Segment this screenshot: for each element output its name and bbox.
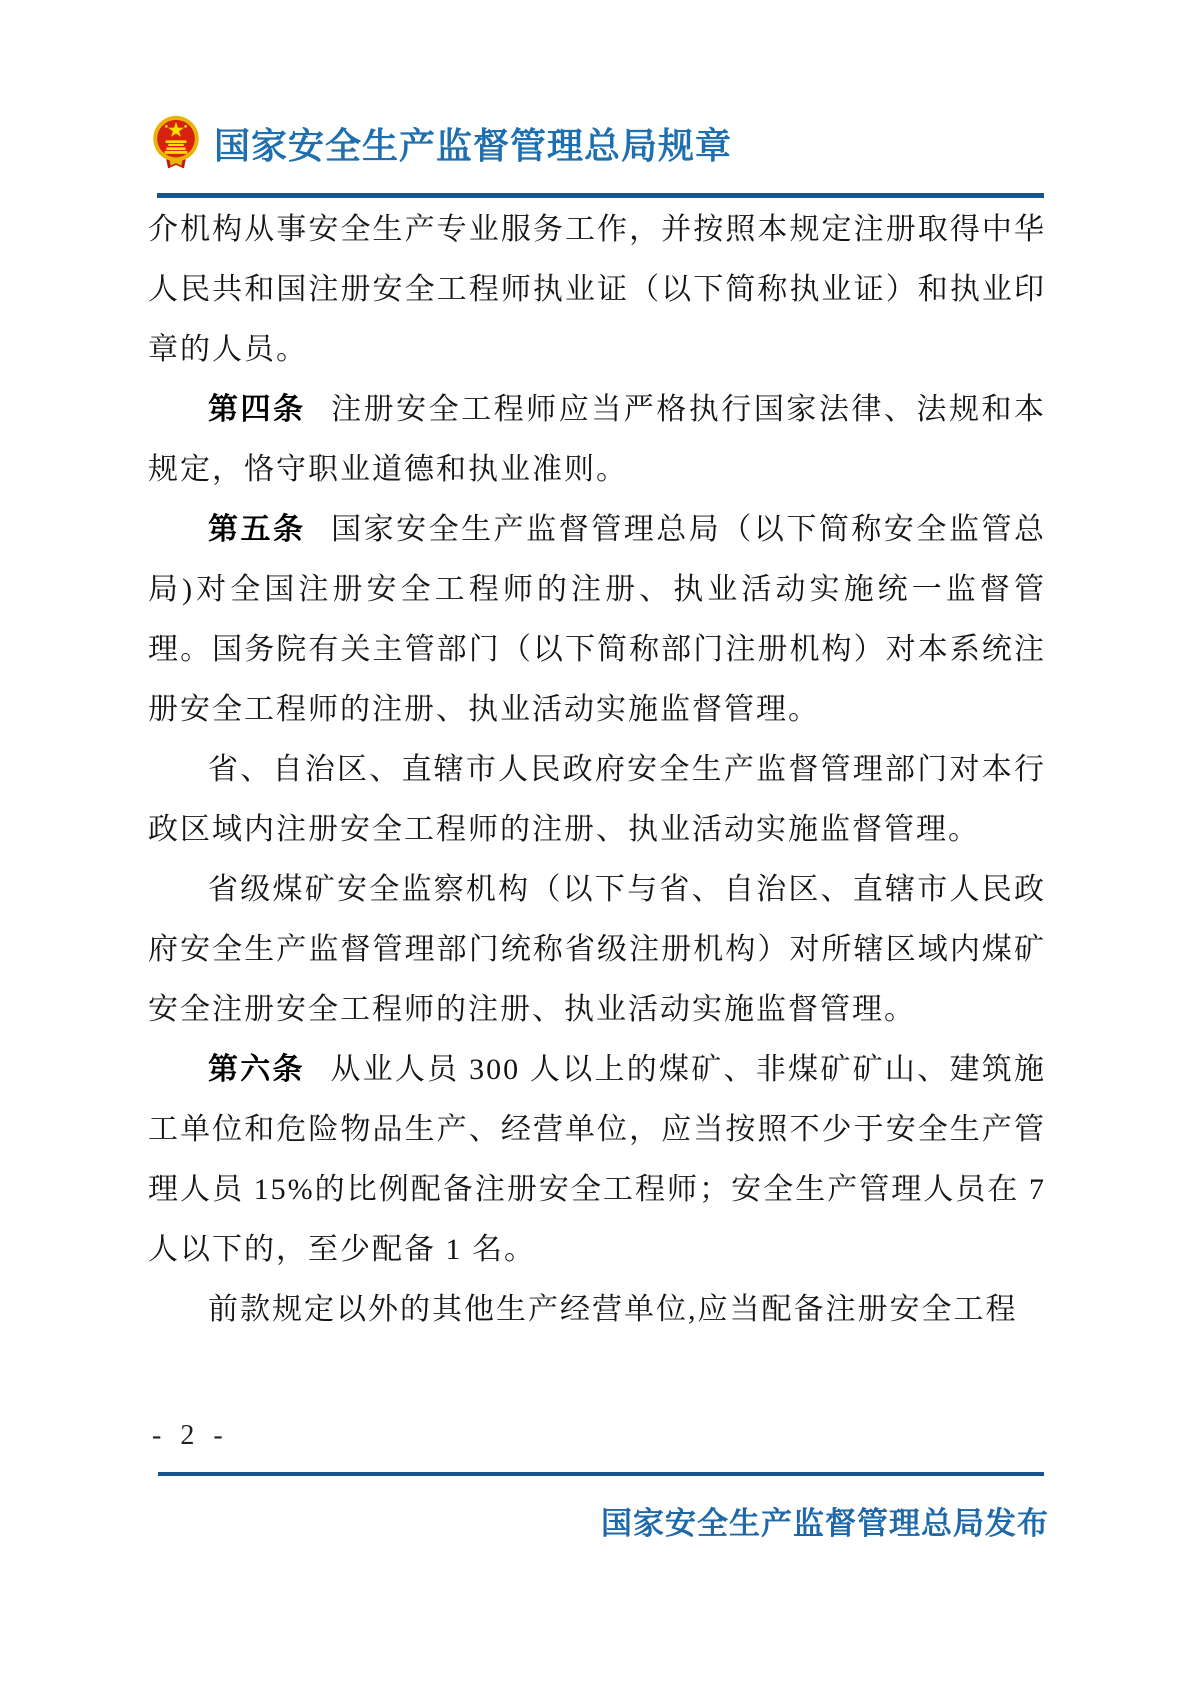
document-body [148,200,1046,1340]
publisher-label: 国家安全生产监督管理总局发布 [601,1506,1049,1541]
footer-divider [158,1472,1044,1476]
body-paragraph: 介机构从事安全生产专业服务工作，并按照本规定注册取得中华人民共和国注册安全工程师执业证（以下简称执业证）和执业印章的人员。 [148,213,1046,366]
body-paragraph: 前款规定以外的其他生产经营单位,应当配备注册安全工程 [208,1293,1018,1326]
page-title: 国家安全生产监督管理总局规章 [214,124,733,166]
header-divider [157,193,1044,198]
china-national-emblem-icon [148,114,204,172]
body-paragraph: 省、自治区、直辖市人民政府安全生产监督管理部门对本行政区域内注册安全工程师的注册、执业活动实施监督管理。 [148,753,1046,846]
page-number: - 2 - [152,1420,229,1451]
body-paragraph: 第四条 注册安全工程师应当严格执行国家法律、法规和本规定，恪守职业道德和执业准则。 [148,393,1046,486]
document-header [148,114,732,172]
body-paragraph: 第六条 从业人员 300 人以上的煤矿、非煤矿矿山、建筑施工单位和危险物品生产、经营单位，应当按照不少于安全生产管理人员 15%的比例配备注册安全工程师；安全生产管理人员在 7 人以下的，至少配备 1 名。 [148,1053,1046,1266]
article-number-label: 第六条 [208,1053,305,1086]
body-paragraph: 省级煤矿安全监察机构（以下与省、自治区、直辖市人民政府安全生产监督管理部门统称省级注册机构）对所辖区域内煤矿安全注册安全工程师的注册、执业活动实施监督管理。 [148,873,1046,1026]
article-number-label: 第五条 [208,513,306,546]
body-paragraph: 第五条 国家安全生产监督管理总局（以下简称安全监管总局)对全国注册安全工程师的注册、执业活动实施统一监督管理。国务院有关主管部门（以下简称部门注册机构）对本系统注册安全工程师的注册、执业活动实施监督管理。 [148,513,1046,726]
article-number-label: 第四条 [208,393,306,426]
